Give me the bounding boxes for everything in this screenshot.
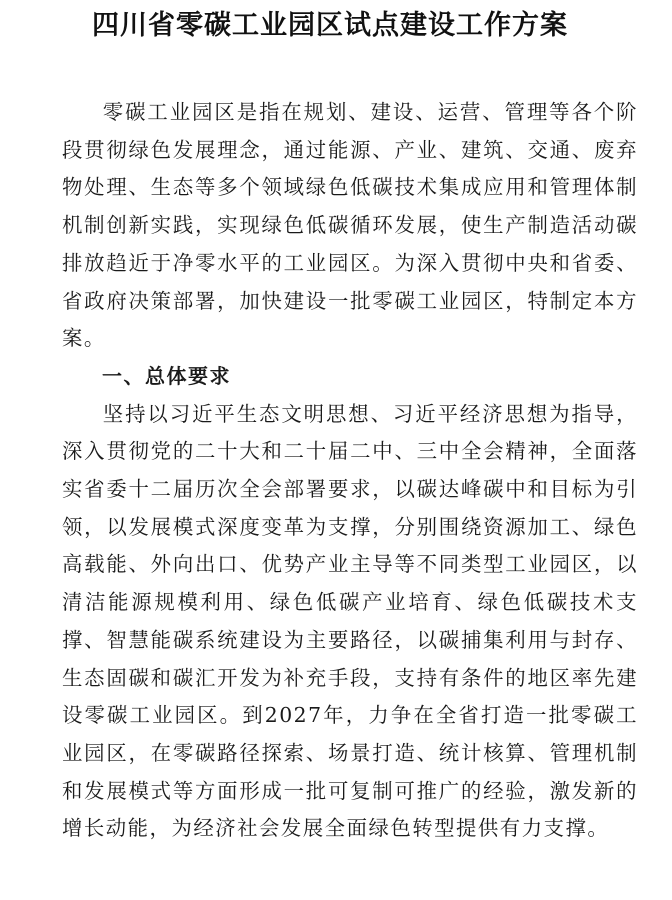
intro-paragraph: 零碳工业园区是指在规划、建设、运营、管理等各个阶段贯彻绿色发展理念，通过能源、产业、建筑、交通、废弃物处理、生态等多个领域绿色低碳技术集成应用和管理体制机制创新实践，实现绿色低碳循环发展，使生产制造活动碳排放趋近于净零水平的工业园区。为深入贯彻中央和省委、省政府决策部署，加快建设一批零碳工业园区，特制定本方案。	[62, 100, 638, 351]
section-paragraph-overall-requirements: 坚持以习近平生态文明思想、习近平经济思想为指导，深入贯彻党的二十大和二十届二中、三中全会精神，全面落实省委十二届历次全会部署要求，以碳达峰碳中和目标为引领，以发展模式深度变革为支撑，分别围绕资源加工、绿色高载能、外向出口、优势产业主导等不同类型工业园区，以清洁能源规模利用、绿色低碳产业培育、绿色低碳技术支撑、智慧能碳系统建设为主要路径，以碳捕集利用与封存、生态固碳和碳汇开发为补充手段，支持有条件的地区率先建设零碳工业园区。到2027年，力争在全省打造一批零碳工业园区，在零碳路径探索、场景打造、统计核算、管理机制和发展模式等方面形成一批可复制可推广的经验，激发新的增长动能，为经济社会发展全面绿色转型提供有力支撑。	[62, 401, 638, 841]
document-title: 四川省零碳工业园区试点建设工作方案	[92, 10, 568, 41]
section-heading-overall-requirements: 一、总体要求	[102, 363, 231, 388]
document-body	[62, 94, 638, 848]
